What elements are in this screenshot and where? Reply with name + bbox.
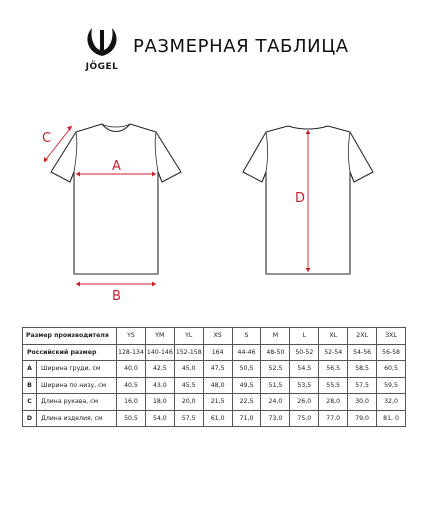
size-header: YM <box>145 328 174 345</box>
table-row <box>23 394 406 411</box>
table-cell: 77,0 <box>319 410 348 427</box>
table-row <box>23 344 406 361</box>
table-header-row <box>23 328 406 345</box>
table-cell: 56,5 <box>319 361 348 378</box>
table-cell: 26,0 <box>290 394 319 411</box>
manufacturer-size-label: Размер производителя <box>23 328 117 345</box>
table-cell: 50-52 <box>290 344 319 361</box>
table-cell: 58,5 <box>348 361 377 378</box>
table-cell: 42,5 <box>145 361 174 378</box>
table-cell: 30,0 <box>348 394 377 411</box>
size-header: S <box>232 328 261 345</box>
table-cell: 54-56 <box>348 344 377 361</box>
table-cell: 128-134 <box>117 344 146 361</box>
size-header: YS <box>117 328 146 345</box>
table-cell: 57,5 <box>348 377 377 394</box>
table-cell: 73,0 <box>261 410 290 427</box>
table-cell: 52-54 <box>319 344 348 361</box>
measure-letter: B <box>23 377 37 394</box>
table-row <box>23 410 406 427</box>
size-header: XL <box>319 328 348 345</box>
table-cell: 56-58 <box>377 344 406 361</box>
table-cell: 71,0 <box>232 410 261 427</box>
measure-letter: D <box>23 410 37 427</box>
table-row <box>23 361 406 378</box>
table-cell: 152-158 <box>174 344 203 361</box>
dimension-b-label: B <box>112 289 121 304</box>
measure-letter: A <box>23 361 37 378</box>
table-cell: 51,5 <box>261 377 290 394</box>
table-row <box>23 377 406 394</box>
table-cell: 28,0 <box>319 394 348 411</box>
measure-label: Ширина по низу, см <box>37 377 117 394</box>
page-title: РАЗМЕРНАЯ ТАБЛИЦА <box>133 36 349 57</box>
size-header: L <box>290 328 319 345</box>
dimension-a-label: A <box>112 159 121 174</box>
table-cell: 81, 0 <box>377 410 406 427</box>
measure-letter: C <box>23 394 37 411</box>
logo-mark-icon <box>78 26 126 62</box>
size-header: XS <box>203 328 232 345</box>
table-cell: 54,5 <box>290 361 319 378</box>
dimension-d-label: D <box>295 191 306 206</box>
table-cell: 55,5 <box>319 377 348 394</box>
size-header: YL <box>174 328 203 345</box>
shirt-front-outline <box>51 124 181 274</box>
table-cell: 49,5 <box>232 377 261 394</box>
table-cell: 140-146 <box>145 344 174 361</box>
dimension-c-label: C <box>42 131 52 146</box>
table-cell: 50,5 <box>117 410 146 427</box>
table-cell: 44-46 <box>232 344 261 361</box>
table-cell: 18,0 <box>145 394 174 411</box>
brand-name: JÖGEL <box>85 62 119 72</box>
table-cell: 32,0 <box>377 394 406 411</box>
size-table <box>22 327 406 427</box>
table-cell: 57,5 <box>174 410 203 427</box>
table-cell: 59,5 <box>377 377 406 394</box>
table-cell: 21,5 <box>203 394 232 411</box>
table-cell: 45,5 <box>174 377 203 394</box>
brand-logo <box>78 26 126 76</box>
table-cell: 20,0 <box>174 394 203 411</box>
table-cell: 50,5 <box>232 361 261 378</box>
table-cell: 47,5 <box>203 361 232 378</box>
table-cell: 53,5 <box>290 377 319 394</box>
size-header: 2XL <box>348 328 377 345</box>
table-cell: 60,5 <box>377 361 406 378</box>
table-cell: 61,0 <box>203 410 232 427</box>
table-cell: 75,0 <box>290 410 319 427</box>
table-cell: 52,5 <box>261 361 290 378</box>
measure-label: Ширина груди, см <box>37 361 117 378</box>
shirt-front-diagram <box>36 112 196 308</box>
table-cell: 24,0 <box>261 394 290 411</box>
table-cell: 22,5 <box>232 394 261 411</box>
table-cell: 16,0 <box>117 394 146 411</box>
measure-label: Длина изделия, см <box>37 410 117 427</box>
measure-label: Длина рукава, см <box>37 394 117 411</box>
table-cell: 79,0 <box>348 410 377 427</box>
shirt-back-diagram <box>228 112 388 308</box>
size-header: M <box>261 328 290 345</box>
size-header: 3XL <box>377 328 406 345</box>
table-cell: 54,0 <box>145 410 174 427</box>
table-cell: 43,0 <box>145 377 174 394</box>
table-cell: 45,0 <box>174 361 203 378</box>
russian-size-label: Российский размер <box>23 344 117 361</box>
table-cell: 48,0 <box>203 377 232 394</box>
table-cell: 40,0 <box>117 361 146 378</box>
table-cell: 48-50 <box>261 344 290 361</box>
table-cell: 40,5 <box>117 377 146 394</box>
table-cell: 164 <box>203 344 232 361</box>
